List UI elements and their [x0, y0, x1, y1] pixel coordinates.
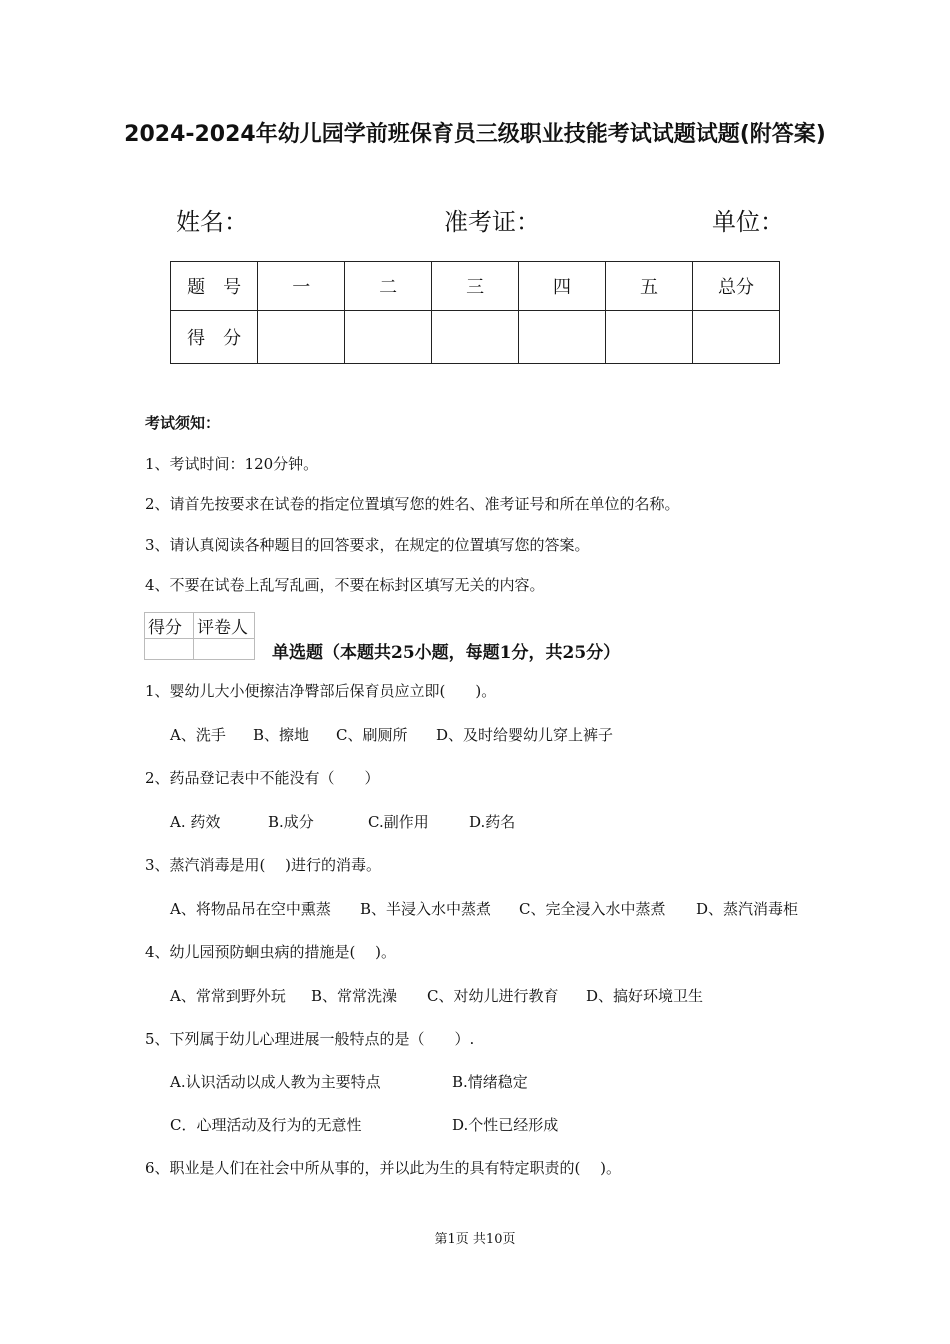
notice-item: 2、请首先按要求在试卷的指定位置填写您的姓名、准考证号和所在单位的名称。 — [145, 495, 680, 513]
score-table-header-row — [171, 262, 780, 311]
notice-item: 1、考试时间：120分钟。 — [145, 455, 319, 473]
question-option: D.药名 — [469, 813, 516, 831]
notice-title: 考试须知： — [145, 414, 221, 432]
notice-item: 4、不要在试卷上乱写乱画，不要在标封区填写无关的内容。 — [145, 576, 545, 594]
question-option: B、擦地 — [253, 726, 310, 744]
score-header-cell: 一 — [258, 262, 345, 311]
score-header-cell: 题 号 — [171, 262, 258, 311]
score-entry-cell[interactable] — [432, 311, 519, 364]
score-entry-cell[interactable] — [692, 311, 779, 364]
score-entry-cell[interactable] — [606, 311, 693, 364]
question-option: B.情绪稳定 — [452, 1073, 528, 1091]
grader-score-cell[interactable] — [145, 639, 194, 660]
question-option: C、对幼儿进行教育 — [427, 987, 559, 1005]
question-option: A、洗手 — [170, 726, 226, 744]
score-header-cell: 四 — [519, 262, 606, 311]
score-table — [170, 261, 780, 364]
exam-id-label: 准考证： — [444, 208, 540, 236]
question-option: B.成分 — [268, 813, 314, 831]
score-header-cell: 二 — [345, 262, 432, 311]
unit-label: 单位： — [712, 208, 784, 236]
question-option: D.个性已经形成 — [452, 1116, 559, 1134]
question-option: A、将物品吊在空中熏蒸 — [170, 900, 331, 918]
score-entry-cell[interactable] — [519, 311, 606, 364]
question-option: D、蒸汽消毒柜 — [696, 900, 799, 918]
question-stem: 5、下列属于幼儿心理进展一般特点的是（ ）. — [145, 1030, 475, 1048]
score-row-label: 得 分 — [171, 311, 258, 364]
question-stem: 3、蒸汽消毒是用( )进行的消毒。 — [145, 856, 382, 874]
question-option: B、常常洗澡 — [311, 987, 398, 1005]
grader-box — [144, 612, 255, 660]
question-option: D、搞好环境卫生 — [586, 987, 704, 1005]
grader-reviewer-cell[interactable] — [194, 639, 255, 660]
page-footer: 第1页 共10页 — [434, 1232, 516, 1247]
question-stem: 4、幼儿园预防蛔虫病的措施是( )。 — [145, 943, 397, 961]
question-option: C．心理活动及行为的无意性 — [170, 1116, 362, 1134]
score-header-cell: 三 — [432, 262, 519, 311]
name-label: 姓名： — [176, 208, 248, 236]
question-stem: 6、职业是人们在社会中所从事的，并以此为生的具有特定职责的( )。 — [145, 1159, 622, 1177]
question-option: C.副作用 — [368, 813, 429, 831]
score-entry-cell[interactable] — [345, 311, 432, 364]
grader-score-label: 得分 — [145, 613, 194, 639]
score-entry-cell[interactable] — [258, 311, 345, 364]
question-option: C、完全浸入水中蒸煮 — [519, 900, 666, 918]
question-option: A. 药效 — [170, 813, 221, 831]
question-option: D、及时给婴幼儿穿上裤子 — [436, 726, 614, 744]
section-title: 单选题（本题共25小题，每题1分，共25分） — [272, 643, 621, 663]
score-header-cell: 五 — [606, 262, 693, 311]
question-option: C、刷厕所 — [336, 726, 408, 744]
grader-reviewer-label: 评卷人 — [194, 613, 255, 639]
question-stem: 2、药品登记表中不能没有（ ） — [145, 769, 380, 787]
document-title: 2024-2024年幼儿园学前班保育员三级职业技能考试试题试题(附答案) — [124, 122, 826, 147]
question-stem: 1、婴幼儿大小便擦洁净臀部后保育员应立即( )。 — [145, 682, 497, 700]
question-option: B、半浸入水中蒸煮 — [360, 900, 492, 918]
score-table-score-row — [171, 311, 780, 364]
notice-item: 3、请认真阅读各种题目的回答要求，在规定的位置填写您的答案。 — [145, 536, 590, 554]
question-option: A.认识活动以成人教为主要特点 — [170, 1073, 381, 1091]
question-option: A、常常到野外玩 — [170, 987, 286, 1005]
score-header-cell: 总分 — [692, 262, 779, 311]
